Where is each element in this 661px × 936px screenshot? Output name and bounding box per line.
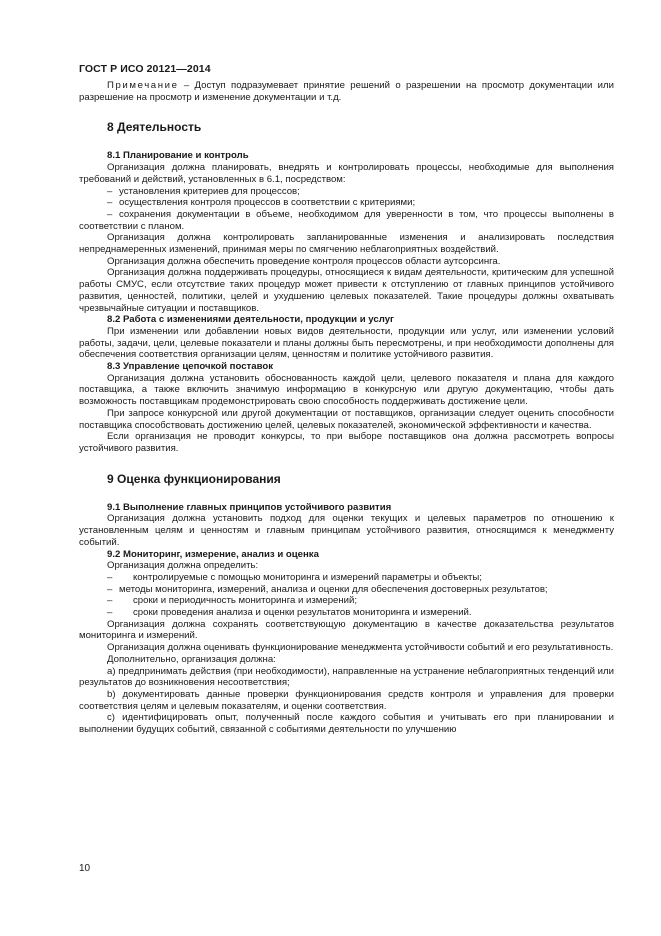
list-item-text: сроки и периодичность мониторинга и измерений; bbox=[133, 595, 358, 607]
paragraph: Организация должна планировать, внедрять и контролировать процессы, необходимые для выполнения требований и действий, установленных в 6.1, посредством: bbox=[79, 162, 614, 185]
list-marker: – bbox=[107, 583, 113, 595]
lettered-item-c: с) идентифицировать опыт, полученный после каждого события и учитывать его при планировании и выполнении будущих событий, связанной с событиями деятельности по улучшению bbox=[79, 712, 614, 736]
note-label: Примечание bbox=[107, 80, 179, 91]
paragraph: Если организация не проводит конкурсы, то при выборе поставщиков она должна рассмотреть вопросы устойчивого развития. bbox=[79, 431, 614, 454]
list-item bbox=[79, 197, 614, 209]
paragraph: Организация должна поддерживать процедуры, относящиеся к видам деятельности, критическим для успешной работы СМУС, если отсутствие таких процедур может привести к отступлению от главных принципов устойчивого развития, ценностей, политики, целей и ухудшению целевых показателей. Такие процедуры должны охватывать чрезвычайные ситуации и поставщиков. bbox=[79, 267, 614, 314]
paragraph: Организация должна определить: bbox=[107, 560, 259, 572]
list-item bbox=[79, 186, 614, 198]
paragraph: Организация должна установить обоснованность каждой цели, целевого показателя и плана для каждого поставщика, а также включить значимую информацию в конкурсную или другую документацию, чтобы дать возможность поставщикам продемонстрировать свою способность поддерживать достижение цели. bbox=[79, 372, 614, 408]
list-marker: – bbox=[107, 571, 113, 583]
page-number: 10 bbox=[79, 863, 91, 874]
paragraph: При изменении или добавлении новых видов деятельности, продукции или услуг, или изменении условий работы, задачи, цели, целевые показатели и планы должны быть пересмотрены, и при необходимости дополнены для обеспечения соответствия организации целям, ценностям и политике устойчивого развития. bbox=[79, 325, 614, 361]
section-9-title: 9 Оценка функционирования bbox=[107, 471, 281, 486]
list-item bbox=[79, 584, 614, 596]
list-marker: – bbox=[107, 185, 113, 197]
lettered-item-b: b) документировать данные проверки функционирования средств контроля и управления для проверки соответствия целям и целевым показателям, и оценки соответствия. bbox=[79, 688, 614, 712]
subsection-9-2-title: 9.2 Мониторинг, измерение, анализ и оценка bbox=[107, 548, 319, 560]
list-item-text: установления критериев для процессов; bbox=[119, 185, 300, 197]
subsection-9-1-title: 9.1 Выполнение главных принципов устойчивого развития bbox=[107, 501, 392, 513]
list-item-text: сроки проведения анализа и оценки результатов мониторинга и измерений. bbox=[133, 607, 472, 619]
document-body bbox=[79, 80, 614, 736]
subsection-8-1-title: 8.1 Планирование и контроль bbox=[107, 150, 249, 162]
subsection-8-2-title: 8.2 Работа с изменениями деятельности, продукции и услуг bbox=[107, 314, 395, 326]
list-marker: – bbox=[107, 595, 113, 607]
subsection-8-3-title: 8.3 Управление цепочкой поставок bbox=[107, 361, 274, 373]
document-header: ГОСТ Р ИСО 20121—2014 bbox=[79, 63, 211, 75]
list-item bbox=[79, 595, 614, 607]
list-item bbox=[79, 572, 614, 584]
list-item-text: контролируемые с помощью мониторинга и измерений параметры и объекты; bbox=[133, 571, 482, 583]
list-marker: – bbox=[107, 607, 113, 619]
section-8-title: 8 Деятельность bbox=[107, 120, 202, 135]
list-marker: – bbox=[107, 197, 113, 209]
paragraph: Организация должна сохранять соответствующую документацию в качестве доказательства результатов мониторинга и измерений. bbox=[79, 618, 614, 642]
note-text: – Доступ подразумевает принятие решений о разрешении на просмотр документации или разрешение на просмотр и изменение документации и т.д. bbox=[79, 80, 614, 103]
list-item-text: осуществления контроля процессов в соответствии с критериями; bbox=[119, 197, 416, 209]
paragraph: Организация должна обеспечить проведение контроля процессов области аутсорсинга. bbox=[107, 255, 501, 267]
paragraph: Организация должна контролировать запланированные изменения и анализировать последствия непреднамеренных изменений, принимая меры по смягчению неблагоприятных воздействий. bbox=[79, 232, 614, 256]
paragraph: При запросе конкурсной или другой документации от поставщиков, организации следует оценить способности поставщика способствовать достижению целей, целевых показателей, экономической эффективности и качества. bbox=[79, 407, 614, 431]
paragraph: Дополнительно, организация должна: bbox=[107, 653, 276, 665]
list-item bbox=[79, 607, 614, 619]
list-item-text: методы мониторинга, измерений, анализа и оценки для обеспечения достоверных результатов; bbox=[119, 583, 548, 595]
paragraph: Организация должна установить подход для оценки текущих и целевых параметров по отношению к установленным целям и ценностям и главным принципам устойчивого развития, относящимся к менеджменту событий. bbox=[79, 513, 614, 548]
list-marker: – bbox=[107, 208, 113, 220]
list-item bbox=[79, 209, 614, 232]
lettered-item-a: а) предпринимать действия (при необходимости), направленные на устранение неблагоприятных тенденций или результатов до возникновения несоответствия; bbox=[79, 665, 614, 689]
note-paragraph bbox=[79, 80, 614, 103]
paragraph: Организация должна оценивать функционирование менеджмента устойчивости событий и его результативность. bbox=[107, 642, 614, 654]
list-item-text: сохранения документации в объеме, необходимом для уверенности в том, что процессы выполнены в соответствии с планом. bbox=[79, 208, 614, 232]
